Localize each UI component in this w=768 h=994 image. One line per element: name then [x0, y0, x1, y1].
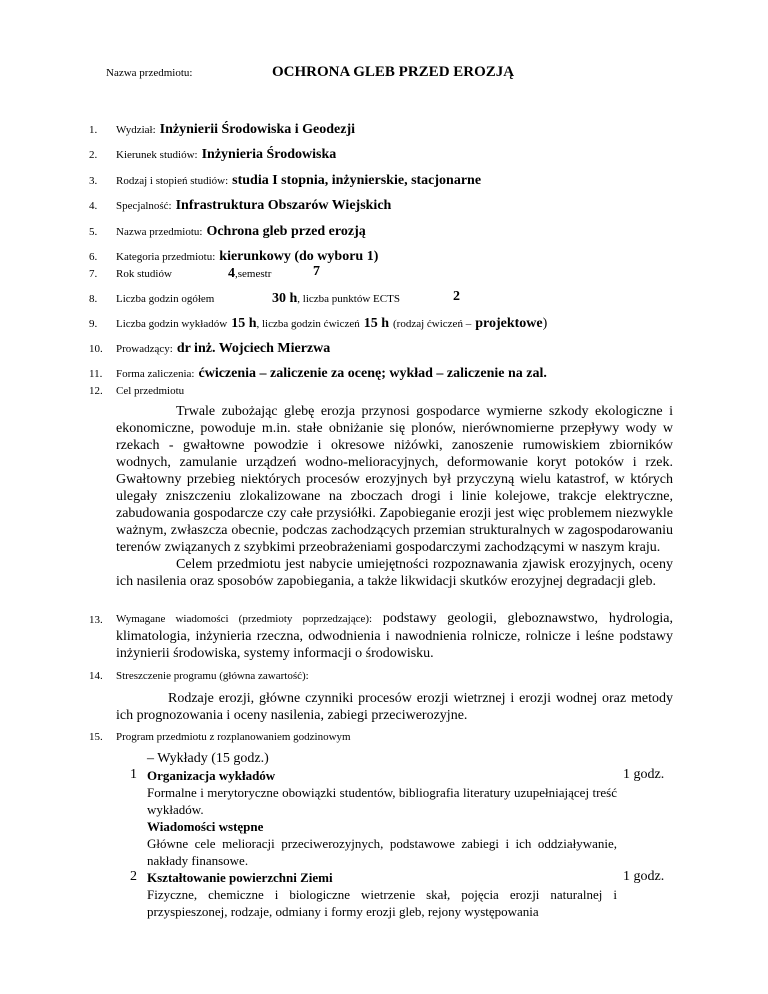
item-number: 2. [89, 149, 98, 161]
exercise-hours: 15 h [363, 316, 390, 331]
item-label: Wymagane wiadomości (przedmioty poprzedzające): [116, 613, 373, 625]
item-label: Cel przedmiotu [116, 385, 185, 397]
item-year-semester [228, 264, 271, 282]
lecture-hours: 1 godz. [623, 767, 665, 782]
item-faculty [116, 120, 355, 138]
ects-value: 2 [453, 289, 460, 304]
ects-label: , liczba punktów ECTS [297, 293, 400, 305]
item-study-type [116, 171, 481, 189]
program-summary [116, 690, 673, 724]
semester-label: ,semestr [235, 268, 272, 280]
item-label: Liczba godzin ogółem [116, 293, 215, 305]
item-number: 12. [89, 385, 103, 397]
item-number: 10. [89, 343, 103, 355]
item-prerequisites [116, 610, 673, 662]
lecture-title: Kształtowanie powierzchni Ziemi [147, 870, 333, 885]
item-specialty [116, 196, 391, 214]
item-lecturer [116, 339, 330, 357]
item-value: Ochrona gleb przed erozją [206, 224, 366, 239]
lecture-number: 1 [130, 767, 137, 782]
item-number: 13. [89, 614, 103, 626]
item-field-of-study [116, 145, 336, 163]
item-assessment [116, 364, 547, 382]
item-label: Rodzaj i stopień studiów: [116, 175, 229, 187]
exercise-label: , liczba godzin ćwiczeń [256, 318, 360, 330]
lecture-subtitle: Wiadomości wstępne [147, 819, 264, 834]
item-number: 7. [89, 268, 98, 280]
item-value: kierunkowy (do wyboru 1) [219, 249, 379, 264]
item-value: podstawy geologii, gleboznawstwo, hydrologia, klimatologia, inżynieria rzeczna, odwodnienia i nawodnienia rolnicze, rolnicze i leśne podstawy inżynierii środowiska, systemy informacji o środowisku. [116, 611, 673, 661]
item-category [116, 247, 378, 265]
lectures-header: – Wykłady (15 godz.) [147, 751, 269, 766]
item-course-name [116, 222, 366, 240]
lecture-desc: Formalne i merytoryczne obowiązki studentów, bibliografia literatury uzupełniającej treść wykładów. [147, 785, 617, 817]
header-label: Nazwa przedmiotu: [106, 67, 193, 79]
item-value: studia I stopnia, inżynierskie, stacjonarne [232, 173, 482, 188]
item-label: Kategoria przedmiotu: [116, 251, 216, 263]
item-label: Kierunek studiów: [116, 149, 198, 161]
item-number: 15. [89, 731, 103, 743]
goal-paragraph: Celem przedmiotu jest nabycie umiejętności rozpoznawania zjawisk erozyjnych, oceny ich nasilenia oraz sposobów zapobiegania, a także likwidacji skutków erozyjnej degradacji gleb. [116, 557, 673, 589]
item-lecture-hours [116, 314, 547, 332]
item-value: ćwiczenia – zaliczenie za ocenę; wykład – zaliczenie na zal. [198, 366, 547, 381]
item-number: 3. [89, 175, 98, 187]
lecture-hours: 15 h [231, 316, 257, 331]
item-label: Liczba godzin wykładów [116, 318, 228, 330]
lecture-2 [147, 869, 617, 920]
item-value: dr inż. Wojciech Mierzwa [176, 341, 331, 356]
lecture-desc: Fizyczne, chemiczne i biologiczne wietrzenie skał, pojęcia erozji naturalnej i przyspieszonej, rodzaje, odmiany i formy erozji gleb, rejony występowania [147, 887, 617, 919]
item-label: Streszczenie programu (główna zawartość): [116, 670, 309, 682]
item-number: 4. [89, 200, 98, 212]
item-number: 6. [89, 251, 98, 263]
exercise-type-label: (rodzaj ćwiczeń – [393, 318, 472, 330]
item-number: 8. [89, 293, 98, 305]
item-value: Infrastruktura Obszarów Wiejskich [175, 198, 392, 213]
item-number: 5. [89, 226, 98, 238]
lecture-title: Organizacja wykładów [147, 768, 276, 783]
lecture-subdesc: Główne cele melioracji przeciwerozyjnych, podstawowe zabiegi i ich oddziaływanie, nakłady finansowe. [147, 836, 617, 868]
item-number: 9. [89, 318, 98, 330]
lecture-number: 2 [130, 869, 137, 884]
goal-paragraph: Trwale zubożając glebę erozja przynosi gospodarce wymierne szkody ekologiczne i ekonomiczne, powoduje m.in. stałe obniżanie się plonów, nierównomierne przepływy wody w rzekach - gwałtowne powodzie i okresowe niżówki, zanoszenie rumowiskiem zbiorników wodnych, zamulanie urządzeń wodno-melioracyjnych, deformowanie koryt potoków i rzek. Gwałtowny przebieg niektórych procesów erozyjnych był przyczyną wielu katastrof, w których ulegały zniszczeniu zlokalizowane na zboczach drogi i linie kolejowe, trakcje elektryczne, zabudowania gospodarcze czy całe przysiółki. Zapobieganie erozji jest więc problemem niezwykle ważnym, zwłaszcza obecnie, podczas zachodzących przemian strukturalnych w zagospodarowaniu terenów związanych z szybkimi przeobrażeniami gospodarczymi zachodzącymi w naszym kraju. [116, 404, 673, 555]
item-hours-ects [272, 289, 400, 307]
item-number: 1. [89, 124, 98, 136]
item-label: Forma zaliczenia: [116, 368, 195, 380]
semester-value: 7 [313, 264, 320, 279]
item-label: Nazwa przedmiotu: [116, 226, 203, 238]
close-paren: ) [542, 316, 548, 331]
page-title: OCHRONA GLEB PRZED EROZJĄ [272, 64, 515, 80]
lecture-1 [147, 767, 617, 869]
item-label: Rok studiów [116, 268, 172, 280]
exercise-type: projektowe [475, 316, 543, 331]
lecture-hours: 1 godz. [623, 869, 665, 884]
item-value: Inżynieria Środowiska [201, 147, 337, 162]
item-value: Inżynierii Środowiska i Geodezji [159, 122, 356, 137]
item-label: Prowadzący: [116, 343, 173, 355]
item-number: 14. [89, 670, 103, 682]
item-label: Specjalność: [116, 200, 172, 212]
item-number: 11. [89, 368, 103, 380]
item-value: Rodzaje erozji, główne czynniki procesów erozji wietrznej i erozji wodnej oraz metody ich prognozowania i oceny nasilenia, zabiegi przeciwerozyjne. [116, 691, 673, 723]
year-value: 4 [228, 266, 235, 281]
course-goal [116, 403, 673, 590]
item-label: Program przedmiotu z rozplanowaniem godzinowym [116, 731, 351, 743]
item-label: Wydział: [116, 124, 156, 136]
total-hours: 30 h [272, 291, 298, 306]
